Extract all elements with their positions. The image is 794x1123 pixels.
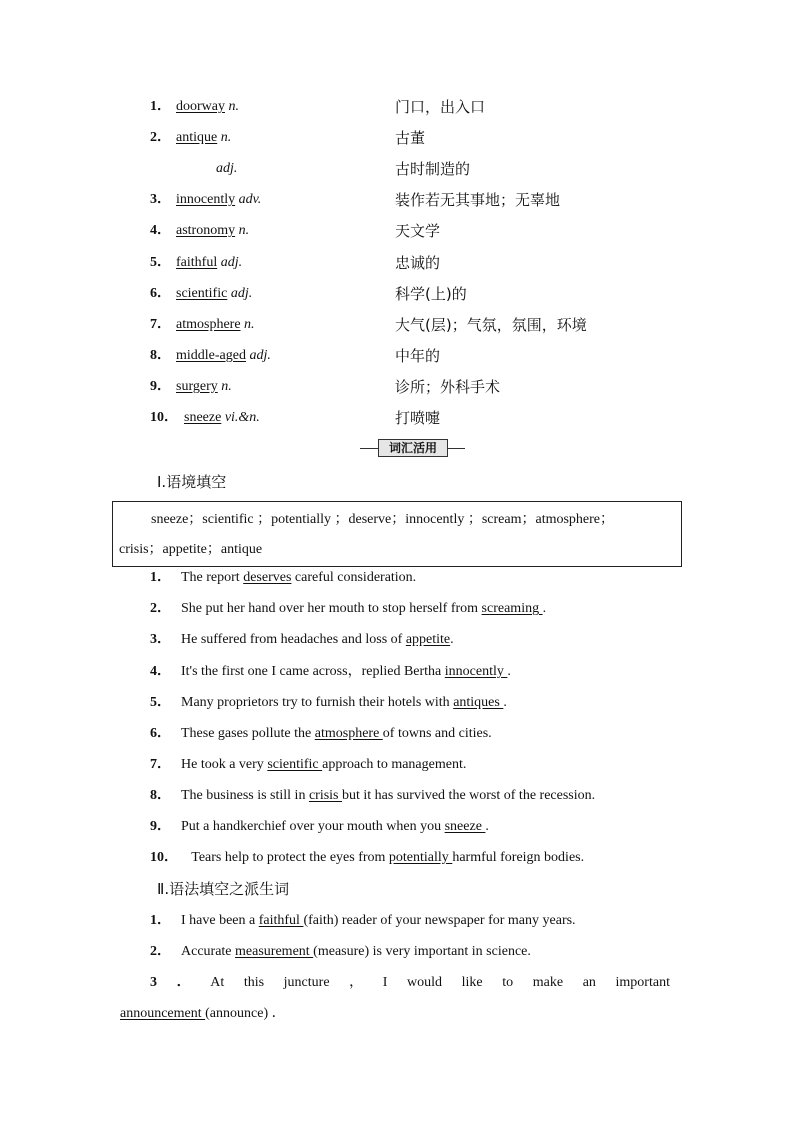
vocab-num: 1．	[150, 99, 171, 114]
vocab-word: innocently	[176, 192, 236, 207]
grammar-row-justified	[150, 972, 670, 994]
sentence-text: approach to management.	[322, 757, 467, 772]
sentence-row	[150, 661, 511, 683]
sentence-row	[150, 847, 584, 869]
vocab-pos: adj.	[230, 286, 253, 301]
word-bank-box	[112, 501, 682, 567]
grammar-word: like	[461, 975, 483, 990]
section-heading: Ⅱ.语法填空之派生词	[157, 880, 290, 898]
grammar-word: make	[532, 975, 564, 990]
vocab-row	[150, 376, 710, 398]
vocab-word: middle-aged	[176, 348, 246, 363]
sentence-answer: scientific	[267, 757, 323, 772]
grammar-word: 3	[150, 975, 157, 990]
vocab-word: atmosphere	[176, 317, 241, 332]
vocab-num: 6．	[150, 286, 171, 301]
sentence-num: 10．	[150, 850, 178, 865]
vocab-meaning: 古时制造的	[395, 160, 471, 178]
grammar-answer: faithful	[258, 913, 304, 928]
grammar-answer: announcement	[120, 1006, 206, 1021]
grammar-word: ．	[176, 975, 191, 990]
sentence-text: Many proprietors try to furnish their hotels with	[181, 695, 454, 710]
banner-line-left	[360, 448, 378, 449]
vocab-row	[150, 220, 710, 242]
sentence-answer: potentially	[388, 850, 453, 865]
sentence-text: .	[507, 664, 511, 679]
grammar-text: (measure) is very important in science.	[313, 944, 531, 959]
sentence-row	[150, 629, 454, 651]
vocab-meaning: 打喷嚏	[395, 409, 441, 427]
vocab-num: 5．	[150, 255, 171, 270]
sentence-num: 8．	[150, 788, 171, 803]
sentence-text: .	[485, 819, 489, 834]
vocab-meaning: 门口，出入口	[395, 98, 486, 116]
vocab-num: 3．	[150, 192, 171, 207]
grammar-word: to	[502, 975, 514, 990]
vocab-pos: adj.	[249, 348, 271, 363]
banner-line-right	[448, 448, 465, 449]
sentence-row	[150, 567, 416, 589]
vocab-row	[150, 407, 710, 429]
vocab-word: doorway	[176, 99, 225, 114]
vocab-pos: vi.&n.	[224, 410, 260, 425]
grammar-text: (announce) ．	[205, 1006, 286, 1021]
vocab-meaning: 中年的	[395, 347, 441, 365]
sentence-text: but it has survived the worst of the recession.	[342, 788, 596, 803]
vocab-pos: adv.	[238, 192, 262, 207]
sentence-row	[150, 785, 595, 807]
sentence-num: 4．	[150, 664, 171, 679]
vocab-pos: n.	[228, 99, 239, 114]
sentence-text: harmful foreign bodies.	[452, 850, 585, 865]
vocab-word: faithful	[176, 255, 218, 270]
vocab-num: 8．	[150, 348, 171, 363]
vocab-word: sneeze	[184, 410, 222, 425]
sentence-text: Tears help to protect the eyes from	[188, 850, 389, 865]
grammar-answer: measurement	[235, 944, 314, 959]
vocab-meaning: 忠诚的	[395, 254, 441, 272]
sentence-text: of towns and cities.	[382, 726, 492, 741]
sentence-num: 7．	[150, 757, 171, 772]
sentence-row	[150, 816, 489, 838]
sentence-num: 3．	[150, 632, 171, 647]
word-bank-line: crisis；appetite；antique	[119, 542, 263, 557]
grammar-word: ，	[349, 975, 364, 990]
sentence-answer: deserves	[243, 570, 292, 585]
sentence-text: The business is still in	[181, 788, 309, 803]
sentence-text: careful consideration.	[291, 570, 417, 585]
sentence-text: .	[542, 601, 547, 616]
vocab-row	[150, 345, 710, 367]
vocab-row	[150, 189, 710, 211]
sentence-row	[150, 723, 492, 745]
sentence-text: She put her hand over her mouth to stop herself from	[181, 601, 482, 616]
grammar-word: I	[382, 975, 388, 990]
grammar-text: I have been a	[181, 913, 259, 928]
vocab-meaning: 诊所；外科手术	[395, 378, 501, 396]
grammar-row	[150, 941, 531, 963]
sentence-row	[150, 754, 466, 776]
vocab-pos: adj.	[216, 161, 238, 176]
vocab-meaning: 天文学	[395, 222, 441, 240]
vocab-meaning: 大气(层)；气氛，氛围，环境	[395, 316, 587, 334]
vocab-word: astronomy	[176, 223, 236, 238]
section-heading: Ⅰ.语境填空	[157, 473, 227, 491]
sentence-text: Put a handkerchief over your mouth when you	[181, 819, 445, 834]
sentence-num: 2．	[150, 601, 171, 616]
sentence-text: These gases pollute the	[181, 726, 315, 741]
grammar-word: At	[210, 975, 225, 990]
vocab-word: scientific	[176, 286, 228, 301]
vocab-row	[150, 252, 710, 274]
sentence-answer: sneeze	[444, 819, 486, 834]
sentence-answer: crisis	[308, 788, 343, 803]
vocab-meaning: 科学(上)的	[395, 285, 467, 303]
grammar-text: Accurate	[181, 944, 236, 959]
grammar-word: important	[615, 975, 670, 990]
grammar-row	[120, 1003, 286, 1025]
sentence-answer: appetite	[405, 632, 451, 647]
sentence-text: He suffered from headaches and loss of	[181, 632, 406, 647]
vocab-num: 4．	[150, 223, 171, 238]
grammar-row	[150, 910, 576, 932]
vocab-pos: adj.	[220, 255, 243, 270]
vocab-meaning: 古董	[395, 129, 426, 147]
vocab-pos: n.	[244, 317, 255, 332]
grammar-text: (faith) reader of your newspaper for many years.	[303, 913, 576, 928]
sentence-answer: screaming	[481, 601, 543, 616]
grammar-word: juncture	[283, 975, 330, 990]
vocab-row	[150, 314, 710, 336]
sentence-text: The report	[181, 570, 244, 585]
grammar-num: 2．	[150, 944, 171, 959]
sentence-num: 6．	[150, 726, 171, 741]
vocab-meaning: 装作若无其事地；无辜地	[395, 191, 561, 209]
sentence-num: 1．	[150, 570, 171, 585]
sentence-answer: atmosphere	[314, 726, 383, 741]
sentence-answer: antiques	[453, 695, 504, 710]
sentence-text: He took a very	[181, 757, 268, 772]
vocab-num: 7．	[150, 317, 171, 332]
sentence-text: .	[450, 632, 454, 647]
vocab-word: antique	[176, 130, 218, 145]
vocab-pos: n.	[238, 223, 250, 238]
grammar-num: 1．	[150, 913, 171, 928]
vocab-pos: n.	[220, 130, 232, 145]
sentence-row	[150, 692, 507, 714]
vocab-num: 2．	[150, 130, 171, 145]
vocab-pos: n.	[221, 379, 232, 394]
sentence-num: 5．	[150, 695, 171, 710]
sentence-text: .	[503, 695, 507, 710]
word-bank-line: sneeze；scientific ；potentially ；deserve；innocently ；scream；atmosphere；	[151, 512, 615, 527]
sentence-answer: innocently	[444, 664, 508, 679]
sentence-row	[150, 598, 546, 620]
vocab-num: 9．	[150, 379, 171, 394]
vocab-row	[150, 127, 710, 149]
grammar-word: an	[582, 975, 596, 990]
vocab-row	[150, 158, 710, 180]
grammar-word: would	[407, 975, 443, 990]
vocab-row	[150, 283, 710, 305]
grammar-word: this	[243, 975, 265, 990]
banner-label: 词汇活用	[378, 439, 448, 457]
vocab-num: 10．	[150, 410, 178, 425]
section-banner	[360, 439, 465, 457]
vocab-row	[150, 96, 710, 118]
sentence-num: 9．	[150, 819, 171, 834]
vocab-word: surgery	[176, 379, 218, 394]
sentence-text: It's the first one I came across，replied Bertha	[181, 664, 445, 679]
